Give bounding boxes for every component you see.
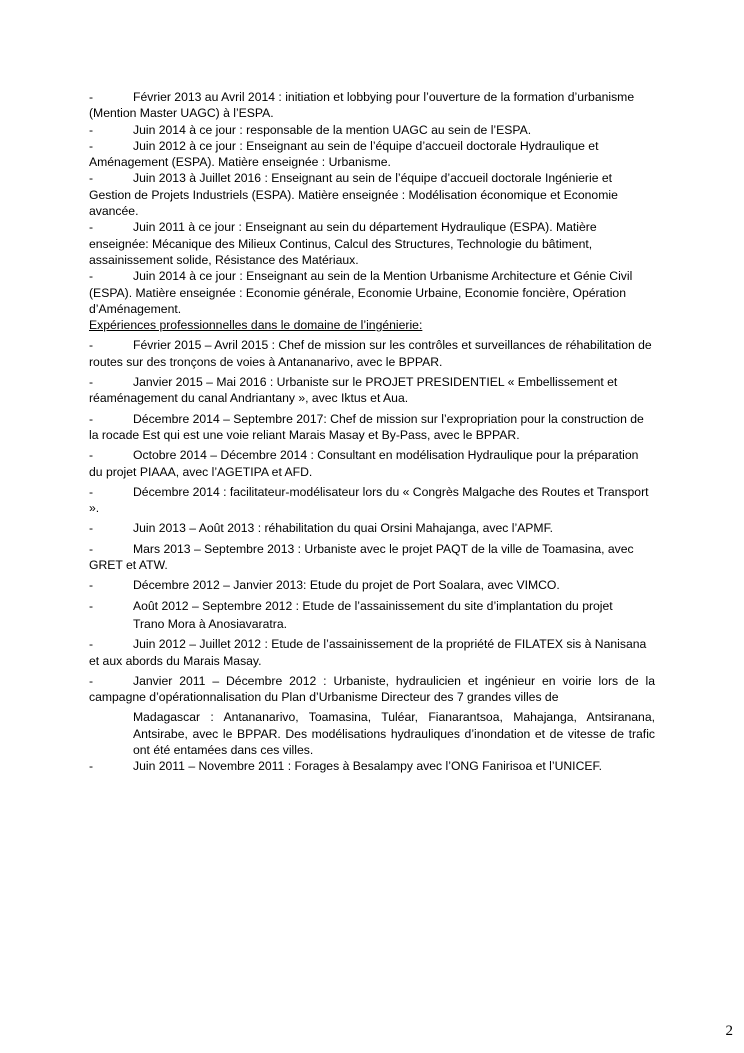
list-item-text: Décembre 2014 – Septembre 2017: Chef de mission sur l’expropriation pour la construction de la rocade Est qui est une voie reliant Marais Masay et By-Pass, avec le BPPAR.: [89, 411, 644, 442]
list-item: [89, 337, 655, 370]
list-item: [89, 598, 655, 633]
list-item-text: Décembre 2014 : facilitateur-modélisateur lors du « Congrès Malgache des Routes et Transport ».: [89, 484, 649, 516]
list-item-text: Février 2015 – Avril 2015 : Chef de mission sur les contrôles et surveillances de réhabilitation de routes sur des tronçons de voies à Antananarivo, avec le BPPAR.: [89, 338, 652, 369]
list-item-text: Juin 2012 – Juillet 2012 : Etude de l’assainissement de la propriété de FILATEX sis à Nanisana et aux abords du Marais Masay.: [89, 637, 647, 668]
bullet-dash: -: [89, 578, 94, 593]
list-item-text: Juin 2014 à ce jour : responsable de la mention UAGC au sein de l’ESPA.: [133, 122, 532, 137]
bullet-dash: -: [89, 375, 94, 390]
list-item-continuation: Trano Mora à Anosiavaratra.: [133, 616, 287, 631]
bullet-dash: -: [89, 171, 94, 186]
list-item-text: Décembre 2012 – Janvier 2013: Etude du projet de Port Soalara, avec VIMCO.: [133, 578, 560, 593]
bullet-dash: -: [89, 90, 94, 104]
bullet-dash: -: [89, 598, 94, 613]
list-item: [89, 219, 655, 268]
list-item-continuation: Madagascar : Antananarivo, Toamasina, Tuléar, Fianarantsoa, Mahajanga, Antsiranana, Antsirabe, avec le BPPAR. Des modélisations hydrauliques d’inondation et de vitesse de trafic ont été entamées dans ces villes.: [133, 710, 655, 757]
bullet-dash: -: [89, 759, 94, 774]
list-item: [89, 758, 655, 774]
list-item-text: Juin 2013 – Août 2013 : réhabilitation du quai Orsini Mahajanga, avec l’APMF.: [133, 521, 554, 536]
list-item: [89, 170, 655, 219]
bullet-dash: -: [89, 138, 94, 153]
list-item: [89, 636, 655, 669]
list-item: [89, 577, 655, 593]
bullet-dash: -: [89, 541, 94, 556]
list-item-text: Octobre 2014 – Décembre 2014 : Consultant en modélisation Hydraulique pour la préparation du projet PIAAA, avec l’AGETIPA et AFD.: [89, 448, 639, 479]
list-item: [89, 374, 655, 407]
list-item: [89, 122, 655, 138]
list-item: [89, 138, 655, 171]
bullet-dash: -: [89, 484, 94, 499]
page-number: 2: [725, 1023, 733, 1039]
list-item-text: Juin 2011 – Novembre 2011 : Forages à Besalampy avec l’ONG Fanirisoa et l’UNICEF.: [133, 759, 602, 774]
list-item: [89, 484, 655, 517]
list-item: [89, 89, 655, 122]
list-item-text: Juin 2012 à ce jour : Enseignant au sein de l’équipe d’accueil doctorale Hydraulique et Aménagement (ESPA). Matière enseignée : Urbanisme.: [89, 138, 599, 170]
bullet-dash: -: [89, 637, 94, 652]
list-item-text: Août 2012 – Septembre 2012 : Etude de l’assainissement du site d’implantation du projet: [133, 598, 613, 613]
bullet-dash: -: [89, 448, 94, 463]
bullet-dash: -: [89, 269, 94, 284]
bullet-dash: -: [89, 673, 94, 688]
list-item: [89, 673, 655, 706]
list-item-text: Janvier 2011 – Décembre 2012 : Urbaniste, hydraulicien et ingénieur en voirie lors de la campagne d’opérationnalisation du Plan d’Urbanisme Directeur des 7 grandes villes de: [89, 673, 655, 705]
list-item-text: Juin 2014 à ce jour : Enseignant au sein de la Mention Urbanisme Architecture et Génie Civil (ESPA). Matière enseignée : Economie générale, Economie Urbaine, Economie foncière, Opération d’Aménagement.: [89, 269, 633, 316]
bullet-dash: -: [89, 338, 94, 353]
list-item: [89, 447, 655, 480]
list-item: [89, 268, 655, 317]
list-item-text: Juin 2011 à ce jour : Enseignant au sein du département Hydraulique (ESPA). Matière enseignée: Mécanique des Milieux Continus, Calcul des Structures, Technologie du bâtiment, assainissement solide, Résistance des Matériaux.: [89, 220, 597, 267]
bullet-dash: -: [89, 122, 94, 137]
bullet-dash: -: [89, 411, 94, 426]
list-item-text: Février 2013 au Avril 2014 : initiation et lobbying pour l’ouverture de la formation d’urbanisme (Mention Master UAGC) à l’ESPA.: [89, 90, 635, 121]
bullet-dash: -: [89, 220, 94, 235]
bullet-dash: -: [89, 521, 94, 536]
list-item: [89, 541, 655, 574]
list-item: [89, 411, 655, 444]
list-item-text: Janvier 2015 – Mai 2016 : Urbaniste sur le PROJET PRESIDENTIEL « Embellissement et réaménagement du canal Andriantany », avec Iktus et Aua.: [89, 375, 618, 406]
list-item-text: Juin 2013 à Juillet 2016 : Enseignant au sein de l’équipe d’accueil doctorale Ingénierie et Gestion de Projets Industriels (ESPA). Matière enseignée : Modélisation économique et Economie avancée.: [89, 171, 618, 219]
section-heading: Expériences professionnelles dans le domaine de l’ingénierie:: [89, 318, 423, 333]
list-item-text: Mars 2013 – Septembre 2013 : Urbaniste avec le projet PAQT de la ville de Toamasina, avec GRET et ATW.: [89, 541, 634, 573]
document-body: [89, 89, 655, 775]
list-item: [89, 520, 655, 536]
